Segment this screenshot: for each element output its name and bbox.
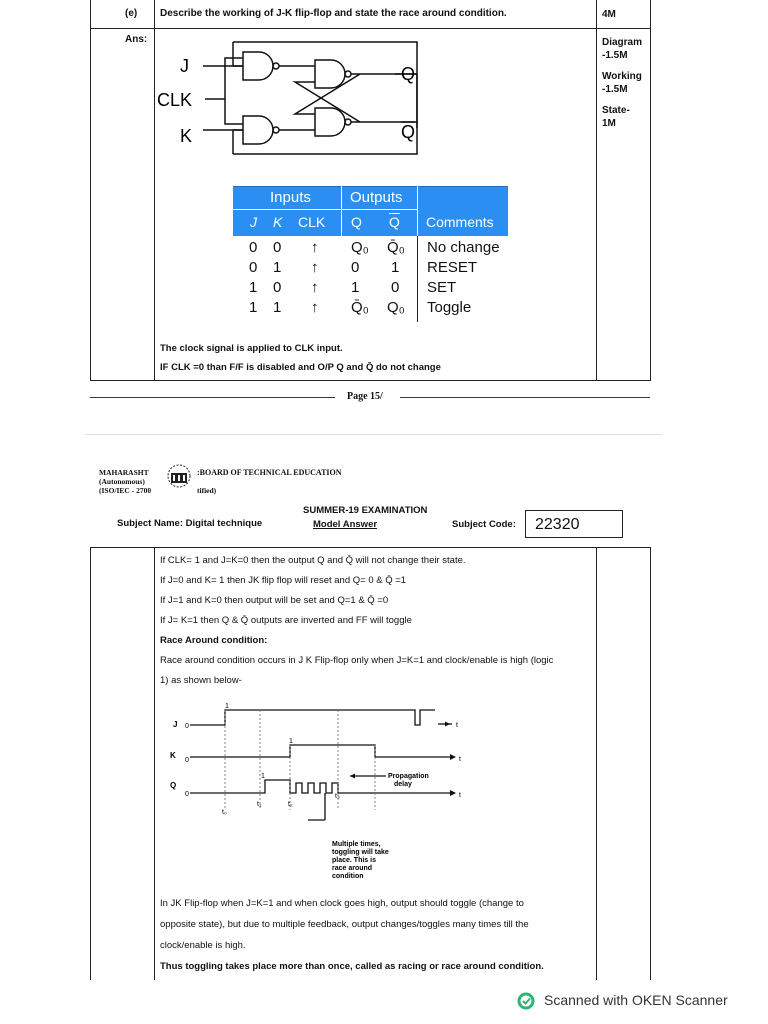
svg-text:1: 1 [261, 773, 265, 780]
svg-text:t: t [459, 792, 461, 799]
oken-scanner-logo-icon [517, 991, 539, 1011]
svg-text:0: 0 [185, 757, 189, 764]
note-line-1: The clock signal is applied to CLK input. [160, 343, 343, 354]
svg-text:race around: race around [332, 865, 373, 872]
header-k: K [273, 214, 283, 230]
table-row: 0 0 ↑ Q₀ Q̄₀ No change [249, 239, 500, 256]
propagation-label: Propagation [388, 773, 429, 780]
svg-text:0: 0 [185, 791, 189, 798]
table-row: 1 0 ↑ 1 0 SET [249, 279, 457, 296]
svg-text:condition: condition [332, 873, 364, 880]
subject-name: Subject Name: Digital technique [117, 518, 263, 529]
input-clk-label: CLK [157, 90, 193, 110]
marks-breakdown: Diagram -1.5M Working -1.5M State- 1M [602, 37, 643, 129]
header-comments: Comments [426, 214, 494, 230]
svg-text:t₂: t₂ [288, 801, 293, 808]
svg-text:t₀: t₀ [222, 809, 227, 816]
output-qbar-label: Q [401, 122, 416, 142]
svg-text:Multiple times,: Multiple times, [332, 841, 381, 848]
model-answer-title: Model Answer [313, 519, 378, 530]
subject-code-label: Subject Code: [452, 519, 516, 530]
table-row: 1 1 ↑ Q̄₀ Q₀ Toggle [249, 299, 472, 316]
note-line-2: IF CLK =0 than F/F is disabled and O/P Q and Q̄ do not change [160, 362, 441, 373]
outputs-group-header: Outputs [350, 189, 403, 206]
svg-text:t₃: t₃ [335, 793, 340, 800]
jk-flipflop-circuit [155, 36, 435, 161]
svg-text:place. This is: place. This is [332, 857, 376, 864]
answer-label: Ans: [125, 34, 148, 45]
svg-text:t₁: t₁ [257, 801, 262, 808]
subject-code-box [525, 510, 623, 538]
table-row: 0 1 ↑ 0 1 RESET [249, 259, 478, 276]
race-around-timing-diagram [160, 700, 470, 890]
question-marks: 4M [602, 9, 616, 20]
subject-code-value: 22320 [535, 516, 580, 533]
timing-j-label: J [173, 720, 178, 729]
header-j: J [250, 214, 257, 230]
header-q: Q [351, 214, 362, 230]
explanation-text: In JK Flip-flop when J=K=1 and when clock goes high, output should toggle (change to opposite state), but due to multiple feedback, output changes/toggles many times till the clock/enable is high. Thus toggling takes place more than once, called as racing or race around condition. [160, 898, 544, 972]
question-text: Describe the working of J-K flip-flop and state the race around condition. [160, 8, 507, 19]
working-text: If CLK= 1 and J=K=0 then the output Q and Q̄ will not change their state. If J=0 and K= 1 then JK flip flop will reset and Q= 0 & Q̄ =1 If J=1 and K=0 then output will be set and Q=1 & Q̄ =0 If J= K=1 then Q & Q̄ outputs are inverted and FF will toggle Race Around condition: Race around condition occurs in J K Flip-flop only when J=K=1 and clock/enable is high (logic 1) as shown below- [160, 555, 554, 686]
output-q-label: Q [401, 64, 416, 84]
input-k-label: K [180, 126, 193, 146]
board-name: :BOARD OF TECHNICAL EDUCATION [197, 468, 342, 477]
svg-text:0: 0 [185, 723, 189, 730]
inputs-group-header: Inputs [270, 189, 311, 206]
svg-text:1: 1 [289, 738, 293, 745]
certified-label: tified) [197, 486, 217, 495]
input-j-label: J [180, 56, 189, 76]
svg-text:t: t [456, 722, 458, 729]
exam-title: SUMMER-19 EXAMINATION [303, 505, 428, 516]
svg-text:1: 1 [225, 703, 229, 710]
svg-text:t: t [459, 756, 461, 763]
svg-text:toggling will take: toggling will take [332, 849, 389, 856]
page-number: Page 15/ [347, 391, 383, 402]
race-note [332, 841, 389, 880]
header-clk: CLK [298, 214, 326, 230]
timing-q-label: Q [170, 781, 177, 790]
scanner-watermark: Scanned with OKEN Scanner [517, 991, 757, 1011]
svg-text:delay: delay [394, 781, 412, 788]
question-number: (e) [125, 8, 138, 19]
board-logo-icon [162, 463, 196, 489]
timing-k-label: K [170, 751, 176, 760]
header-qbar: $\overline{Q}$ [389, 214, 400, 230]
org-name-block: MAHARASHT (Autonomous) (ISO/IEC - 2700 [99, 468, 152, 495]
